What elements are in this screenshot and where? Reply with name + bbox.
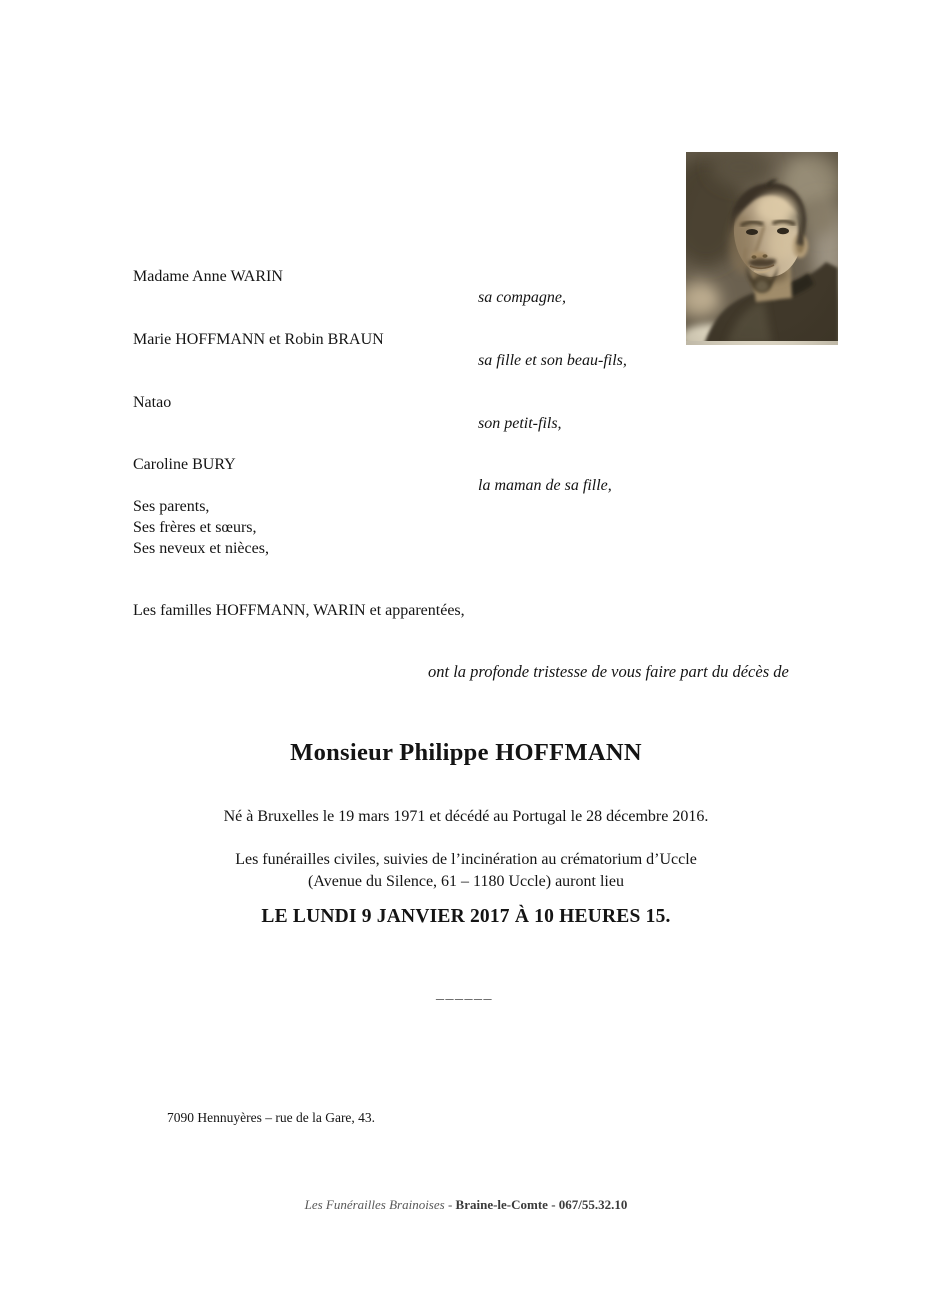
footer-separator: - bbox=[444, 1197, 456, 1212]
relatives-list bbox=[133, 496, 269, 559]
families-line: Les familles HOFFMANN, WARIN et apparentées, bbox=[133, 602, 465, 619]
relatives-item-nephews: Ses neveux et nièces, bbox=[133, 540, 269, 557]
home-address: 7090 Hennuyères – rue de la Gare, 43. bbox=[167, 1110, 376, 1125]
ceremony-details bbox=[0, 849, 932, 892]
deceased-name: Monsieur Philippe HOFFMANN bbox=[290, 739, 642, 766]
life-dates-line: Né à Bruxelles le 19 mars 1971 et décédé au Portugal le 28 décembre 2016. bbox=[223, 808, 709, 825]
mourner-relation-2: sa fille et son beau-fils, bbox=[478, 352, 627, 369]
mourner-name-4: Caroline BURY bbox=[133, 456, 236, 473]
mourner-name-2: Marie HOFFMANN et Robin BRAUN bbox=[133, 331, 384, 348]
ceremony-line-2: (Avenue du Silence, 61 – 1180 Uccle) auront lieu bbox=[308, 872, 624, 890]
funeral-home-footer bbox=[0, 1197, 932, 1213]
separator-line: ______ bbox=[436, 985, 493, 1002]
ceremony-datetime: LE LUNDI 9 JANVIER 2017 À 10 HEURES 15. bbox=[261, 906, 671, 927]
portrait-photo bbox=[686, 152, 838, 345]
relatives-item-parents: Ses parents, bbox=[133, 498, 210, 515]
mourner-relation-3: son petit-fils, bbox=[478, 415, 562, 432]
mourner-relation-4: la maman de sa fille, bbox=[478, 477, 612, 494]
funeral-home-name: Les Funérailles Brainoises bbox=[304, 1197, 445, 1212]
mourner-name-1: Madame Anne WARIN bbox=[133, 268, 283, 285]
ceremony-line-1: Les funérailles civiles, suivies de l’incinération au crématorium d’Uccle bbox=[235, 851, 697, 868]
relatives-item-siblings: Ses frères et sœurs, bbox=[133, 519, 257, 536]
announcement-phrase: ont la profonde tristesse de vous faire part du décès de bbox=[428, 662, 789, 681]
mourner-name-3: Natao bbox=[133, 394, 172, 411]
funeral-home-contact: Braine-le-Comte - 067/55.32.10 bbox=[455, 1197, 628, 1212]
mourner-relation-1: sa compagne, bbox=[478, 289, 566, 306]
